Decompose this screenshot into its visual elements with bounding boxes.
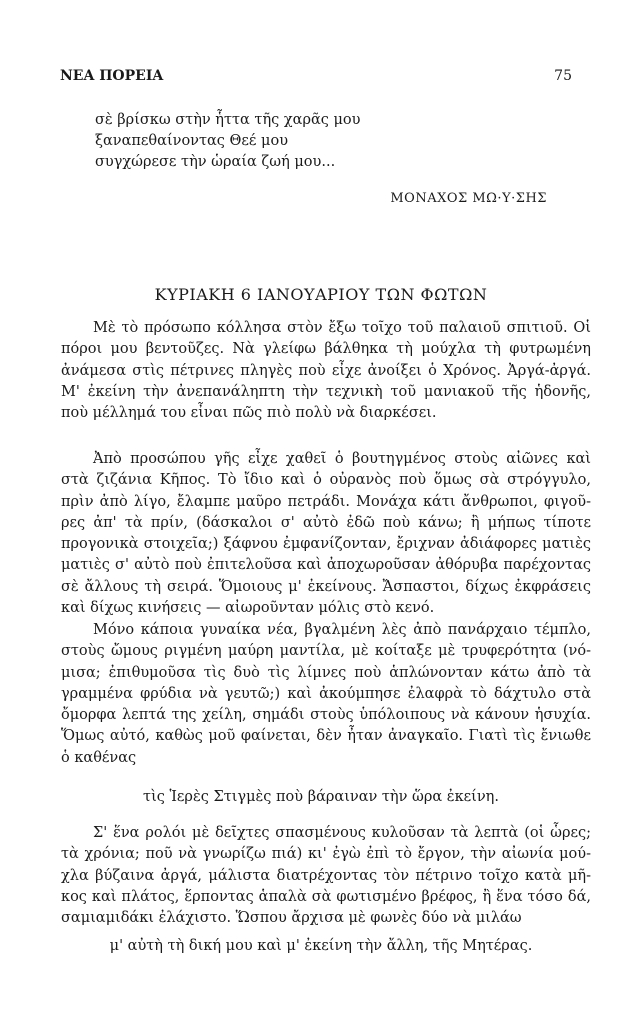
running-title: ΝΕΑ ΠΟΡΕΙΑ [60,68,164,84]
text-line: Ἀπὸ προσώπου γῆς εἶχε χαθεῖ ὁ βουτηγμένος στοὺς αἰῶνες καὶ [93,451,591,467]
paragraph-2 [61,449,591,619]
text-line: Μ' ἐκείνη τὴν ἀνεπανάληπτη τὴν τεχνικὴ τοῦ μανιακοῦ τῆς ἡδονῆς, [61,383,591,400]
paragraph-4 [61,823,591,929]
poem-line: ξαναπεθαίνοντας Θεέ μου [95,133,289,149]
text-line: μισα; ἐπιθυμοῦσα τὶς δυὸ τὶς λίμνες ποὺ ἁπλώνονταν κάτω ἀπὸ τὰ [61,664,591,681]
text-line: στὰ ζιζάνια Κῆπος. Τὸ ἴδιο καὶ ὁ οὐρανὸς ποὺ ὅμως σὰ στρόγγυλο, [61,472,591,489]
text-line: Μόνο κάποια γυναίκα νέα, βγαλμένη λὲς ἀπὸ πανάρχαιο τέμπλο, [93,622,591,638]
text-line: κος καὶ πλάτος, ἕρποντας ἁπαλὰ σὰ φωτισμένο βρέφος, ἢ ἕνα τόσο δά, [61,888,591,905]
text-line: προγονικὰ στοιχεῖα;) ξάφνου ἐμφανίζονταν, ἔριχναν ἀδιάφορες ματιὲς [61,536,591,553]
text-line: Σ' ἕνα ρολόι μὲ δεῖχτες σπασμένους κυλοῦσαν τὰ λεπτὰ (οἱ ὧρες; [93,825,591,841]
paragraph-1 [61,318,591,424]
text-line: πόροι μου βεντοῦζες. Νὰ γλείφω βάλθηκα τὴ μούχλα τὴ φυτρωμένη [61,341,591,358]
text-line: σαμιαμιδάκι ἐλάχιστο. Ὥσπου ἄρχισα μὲ φωνὲς δύο νὰ μιλάω [61,910,522,927]
text-line: Μὲ τὸ πρόσωπο κόλλησα στὸν ἔξω τοῖχο τοῦ παλαιοῦ σπιτιοῦ. Οἱ [93,320,591,336]
article-title: ΚΥΡΙΑΚΗ 6 ΙΑΝΟΥΑΡΙΟΥ ΤΩΝ ΦΩΤΩΝ [154,285,488,304]
centered-verse-2: μ' αὐτὴ τὴ δική μου καὶ μ' ἐκείνη τὴν ἄλλη, τῆς Μητέρας. [109,938,533,954]
text-line: Ὅμως αὐτό, καθὼς μοῦ φαίνεται, δὲν ἦταν ἀναγκαῖο. Γιατὶ τὶς ἔνιωθε [61,728,591,745]
text-line: γραμμένα φρύδια νὰ γευτῶ;) καὶ ἀκούμπησε ἐλαφρὰ τὸ δάχτυλο στὰ [61,685,591,702]
page-header [60,68,572,84]
text-line: πρὶν ἀπὸ λίγο, ἔλαμπε μαῦρο πετράδι. Μονάχα κάτι ἄνθρωποι, φιγοῦ- [61,493,591,510]
text-line: ἀνάμεσα στὶς πέτρινες πληγὲς ποὺ εἶχε ἀνοίξει ὁ Χρόνος. Ἀργά-ἀργά. [61,362,591,379]
text-line: σὲ ἄλλους τὴ σειρά. Ὅμοιους μ' ἐκείνους. Ἄσπαστοι, δίχως ἐκφράσεις [61,578,591,595]
text-line: ὁ καθένας [61,749,137,766]
poem-line: συγχώρεσε τὴν ὡραία ζωή μου... [95,154,336,170]
text-line: ρες ἀπ' τὰ πρίν, (δάσκαλοι σ' αὐτὸ ἐδῶ ποὺ κάνω; ἢ μήπως τίποτε [61,514,591,531]
text-line: τὰ χρόνια; ποῦ νὰ γνωρίζω πιά) κι' ἐγὼ ἐπὶ τὸ ἔργον, τὴν αἰωνία μού- [61,846,591,863]
centered-verse-1: τὶς Ἱερὲς Στιγμὲς ποὺ βάραιναν τὴν ὥρα ἐκείνη. [143,789,499,805]
text-line: ποὺ μέλλημά του εἶναι πῶς πιὸ πολὺ νὰ διαρκέσει. [61,405,437,422]
poem-excerpt [95,110,360,173]
poem-signature: ΜΟΝΑΧΟΣ ΜΩ·Υ·ΣΗΣ [390,191,547,206]
text-line: χλα βύζαινα ἀργά, μάλιστα διατρέχοντας τὸν πέτρινο τοῖχο κατὰ μῆ- [61,867,591,884]
text-line: καὶ δίχως κινήσεις — αἰωροῦνταν μόλις στὸ κενό. [61,600,435,617]
paragraph-3 [61,620,591,769]
text-line: στοὺς ὤμους ριγμένη μαύρη μαντίλα, μὲ κοίταξε μὲ τρυφερότητα (νό- [61,643,591,660]
text-line: ματιὲς σ' αὐτὸ ποὺ ἐπιτελοῦσα καὶ ἀποχωροῦσαν ἀθόρυβα παρέχοντας [61,557,591,574]
text-line: ὄμορφα λεπτά της χείλη, σημάδι στοὺς ὑπόλοιπους νὰ κάνουν ἡσυχία. [61,707,591,724]
page-number: 75 [554,68,572,84]
poem-line: σὲ βρίσκω στὴν ἧττα τῆς χαρᾶς μου [95,112,361,128]
